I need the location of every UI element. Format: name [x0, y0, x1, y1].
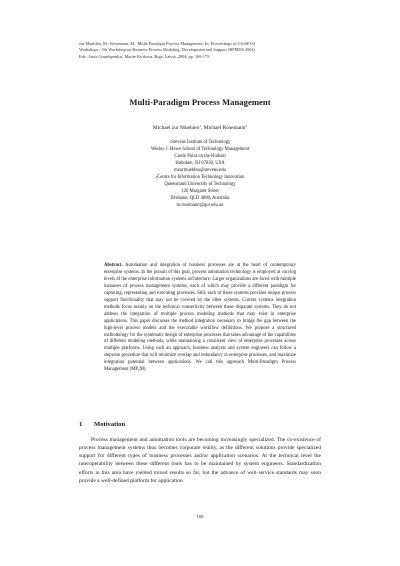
affiliation-email: mzurmuehlen@stevens.edu — [174, 167, 226, 173]
section-heading — [79, 421, 321, 428]
citation-line: zur Muehlen, M.; Rosemann, M.: Multi-Paradigm Process Management. In: Proceedings of CAiSE'04 — [79, 41, 255, 46]
affiliation-line: 126 Margaret Street — [181, 188, 219, 194]
author-affiliation-mark: 2 — [245, 124, 248, 129]
page-number: 169 — [196, 514, 204, 519]
section-number: 1 — [79, 421, 83, 428]
affiliation-line: Wesley J. Howe School of Technology Management — [150, 146, 250, 152]
paper-title: Multi-Paradigm Process Management — [129, 97, 271, 107]
affiliations — [0, 140, 400, 210]
author-name: Michael Rosemann — [203, 125, 246, 131]
affiliation-email: m.rosemann@qut.edu.au — [176, 202, 224, 208]
abstract-superscript: 2 — [137, 367, 140, 372]
affiliation-name: $^1$Stevens Institute of Technology — [169, 140, 231, 145]
affiliation-line: Hoboken, NJ 07030, USA — [175, 160, 225, 166]
citation-line: Eds.: Janis Grundspenkis, Marite Kirikova. Riga, Latvia, 2004, pp. 169-175. — [79, 53, 211, 59]
abstract-end: M). — [139, 367, 147, 373]
affiliation-line: Castle Point on the Hudson — [174, 153, 226, 159]
section-title: Motivation — [94, 421, 126, 428]
author-separator: , — [200, 125, 204, 131]
citation-header — [79, 41, 339, 60]
abstract-text: Automation and integration of business processes are at the heart of contemporary enterprise systems. In the pursuit of this goal, process automation technology is employed at varying levels of the enterprise information systems architecture. Larger organizations are faced with multiple instances of process management systems, each of which may provide a different paradigm for capturing, representing and executing processes. Still, each of these systems provides unique process support functionality that may not be covered by the other systems. Current systems integration methods focus mainly on the technical connectivity between these disparate systems. They do not address the integration of multiple process modeling methods that may exist in enterprise applications. This paper discusses the method integration necessary to bridge the gap between the high-level process models and the executable workflow definitions. We propose a structured methodology for the systematic design of enterprise processes that takes advantage of the capabilities of different modeling methods, while maintaining a consistent view of enterprise processes across multiple platforms. Using such an approach, business analysts and system engineers can follow a stepwise procedure that will minimize overlap and redundancy in enterprise processes, and maximize integration potential between applications. We call this approach Multi-Paradigm Process Management (MP — [104, 263, 296, 373]
affiliation-name: $^2$Centre for Information Technology Innovation — [155, 174, 245, 180]
author-list — [0, 125, 400, 131]
affiliation-line: Brisbane, QLD 4000, Australia — [170, 195, 230, 201]
affiliation-mark: 1 — [169, 140, 172, 145]
abstract-label: Abstract. — [104, 263, 123, 268]
affiliation-mark: 2 — [155, 175, 158, 180]
abstract — [104, 263, 296, 374]
affiliation-line: Queensland University of Technology — [164, 181, 236, 187]
citation-line: Workshops - 5th Workshop on Business Process Modeling, Development and Support (BPMDS 2004). — [79, 47, 257, 53]
author-affiliation-mark: 1 — [199, 124, 201, 129]
body-paragraph: Process management and automation tools are becoming increasingly specialized. The co-existence of process management systems thus becomes corporate reality, as the different solutions provide specialized support for different types of business processes and/or application scenarios. At the technical level the interoperability between these different tools has to be maintained by system engineers. Standardization efforts in this area have yielded mixed results so far, but the advance of web service standards may soon provide a well-defined platform for application — [79, 437, 321, 484]
author-name: Michael zur Muehlen — [152, 125, 200, 131]
